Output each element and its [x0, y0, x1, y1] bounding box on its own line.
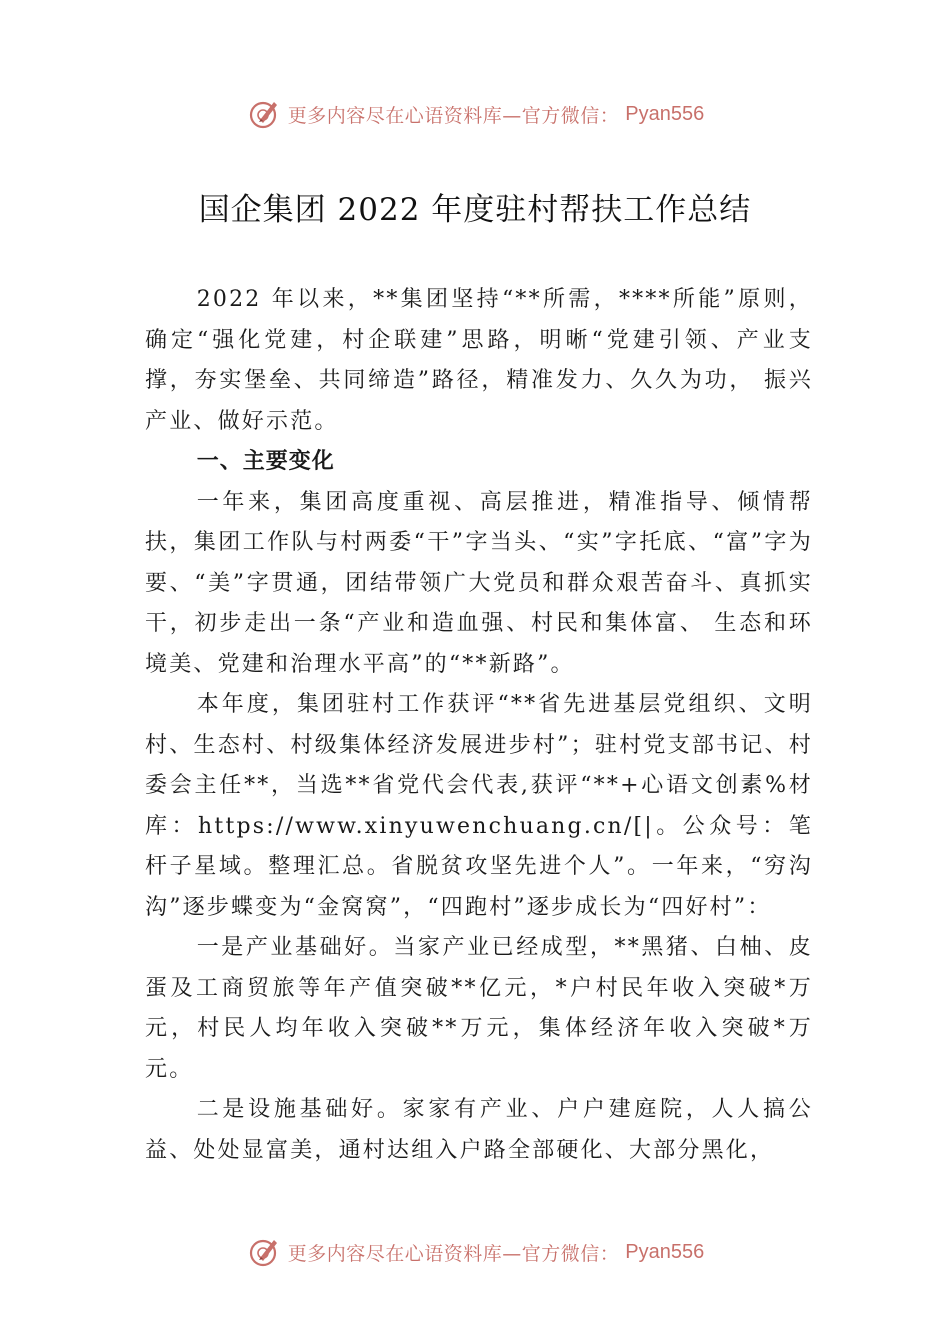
watermark-text: 更多内容尽在心语资料库—官方微信： — [287, 1242, 620, 1265]
pen-logo-icon — [246, 1234, 282, 1270]
paragraph-intro: 2022 年以来，**集团坚持“**所需，****所能”原则，确定“强化党建，村企联建”思路，明晰“党建引领、产业支撑，夯实堡垒、共同缔造”路径，精准发力、久久为功， 振兴产业、做好示范。 — [145, 287, 813, 434]
document-title: 国企集团 2022 年度驻村帮扶工作总结 — [198, 192, 752, 228]
watermark-text: 更多内容尽在心语资料库—官方微信： — [287, 104, 620, 127]
document-body — [145, 280, 813, 1171]
paragraph-industry: 一是产业基础好。当家产业已经成型，**黑猪、白柚、皮蛋及工商贸旅等年产值突破**亿元，*户村民年收入突破*万元，村民人均年收入突破**万元，集体经济年收入突破*万元。 — [145, 935, 813, 1082]
paragraph-changes: 一年来，集团高度重视、高层推进，精准指导、倾情帮扶，集团工作队与村两委“干”字当头、“实”字托底、“富”字为要、“美”字贯通，团结带领广大党员和群众艰苦奋斗、真抓实干，初步走出一条“产业和造血强、村民和集体富、 生态和环境美、党建和治理水平高”的“**新路”。 — [145, 489, 813, 677]
watermark-banner-top — [0, 94, 950, 134]
pen-logo-icon — [246, 96, 282, 132]
watermark-banner-bottom — [0, 1232, 950, 1272]
paragraph-facilities: 二是设施基础好。家家有产业、户户建庭院，人人搞公益、处处显富美，通村达组入户路全部硬化、大部分黑化， — [145, 1097, 813, 1163]
wechat-id: Pyan556 — [625, 102, 705, 125]
paragraph-awards: 本年度，集团驻村工作获评“**省先进基层党组织、文明村、生态村、村级集体经济发展进步村”；驻村党支部书记、村委会主任**，当选**省党代会代表,获评“**+心语文创素%材库：https://www.xinyuwenchuang.cn/[|。公众号：笔杆子星域。整理汇总。省脱贫攻坚先进个人”。一年来，“穷沟沟”逐步蝶变为“金窝窝”，“四跑村”逐步成长为“四好村”： — [145, 692, 813, 920]
wechat-id: Pyan556 — [625, 1240, 705, 1263]
section-heading: 一、主要变化 — [196, 449, 335, 474]
